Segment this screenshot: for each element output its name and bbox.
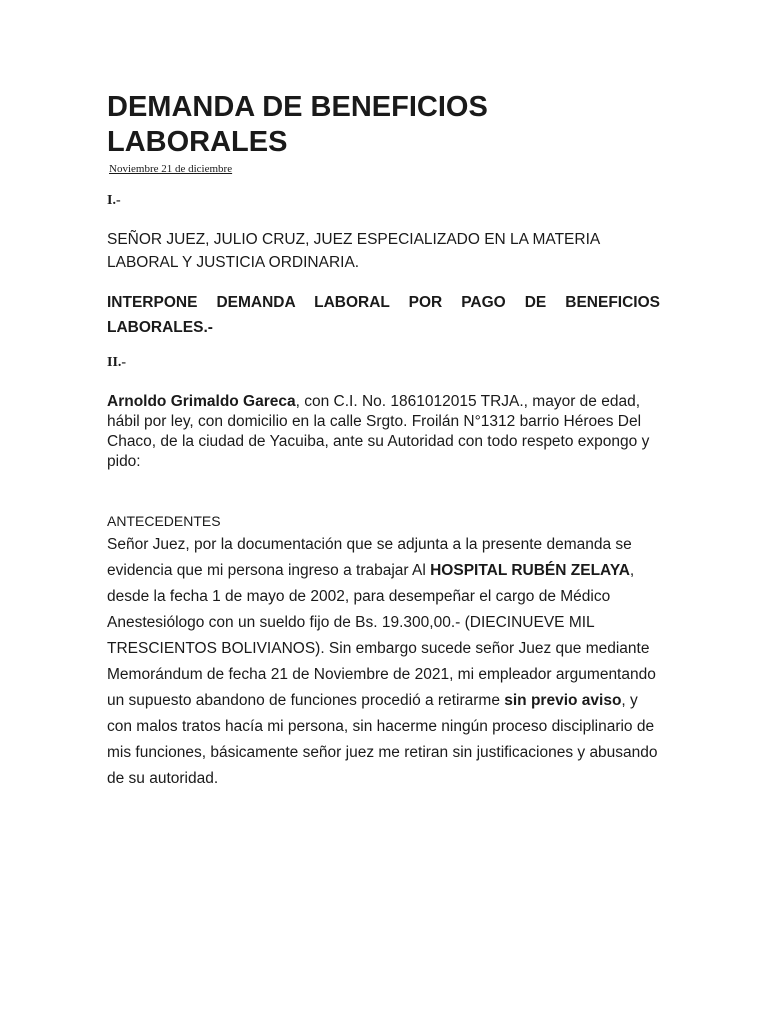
antecedentes-heading: ANTECEDENTES	[107, 513, 221, 529]
plaintiff-details: , con C.I. No. 1861012015 TRJA., mayor de edad, hábil por ley, con domicilio en la calle Srgto. Froilán N°1312 barrio Héroes Del Chaco, de la ciudad de Yacuiba, ante su Autoridad con todo respeto expongo y pido:	[107, 393, 650, 470]
title-line-1: DEMANDA DE BENEFICIOS	[107, 91, 488, 123]
document-date: Noviembre 21 de diciembre	[109, 163, 233, 175]
title-line-2: LABORALES	[107, 126, 288, 158]
demand-heading: INTERPONE DEMANDA LABORAL POR PAGO DE BENEFICIOS LABORALES.-	[107, 294, 660, 336]
section-1-label: I.-	[107, 193, 121, 208]
body-text-1: Señor Juez, por la documentación que se adjunta a la presente demanda se evidencia que mi persona ingreso a trabajar Al	[107, 536, 632, 579]
addressee-paragraph: SEÑOR JUEZ, JULIO CRUZ, JUEZ ESPECIALIZADO EN LA MATERIA LABORAL Y JUSTICIA ORDINARIA.	[107, 231, 600, 271]
document-page	[107, 90, 660, 792]
section-2-label: II.-	[107, 355, 127, 370]
hospital-name: HOSPITAL RUBÉN ZELAYA	[430, 562, 630, 579]
plaintiff-paragraph	[107, 392, 660, 472]
antecedentes-paragraph	[107, 532, 660, 792]
body-text-2: , desde la fecha 1 de mayo de 2002, para desempeñar el cargo de Médico Anestesiólogo con un sueldo fijo de Bs. 19.300,00.- (DIECINUEVE MIL TRESCIENTOS BOLIVIANOS). Sin embargo sucede señor Juez que mediante Memorándum de fecha 21 de Noviembre de 2021, mi empleador argumentando un supuesto abandono de funciones procedió a retirarme	[107, 562, 656, 709]
body-text-3: , y con malos tratos hacía mi persona, sin hacerme ningún proceso disciplinario de mis funciones, básicamente señor juez me retiran sin justificaciones y abusando de su autoridad.	[107, 692, 658, 787]
plaintiff-name: Arnoldo Grimaldo Gareca	[107, 393, 296, 410]
document-title	[107, 90, 660, 160]
sin-previo-aviso: sin previo aviso	[504, 692, 622, 709]
